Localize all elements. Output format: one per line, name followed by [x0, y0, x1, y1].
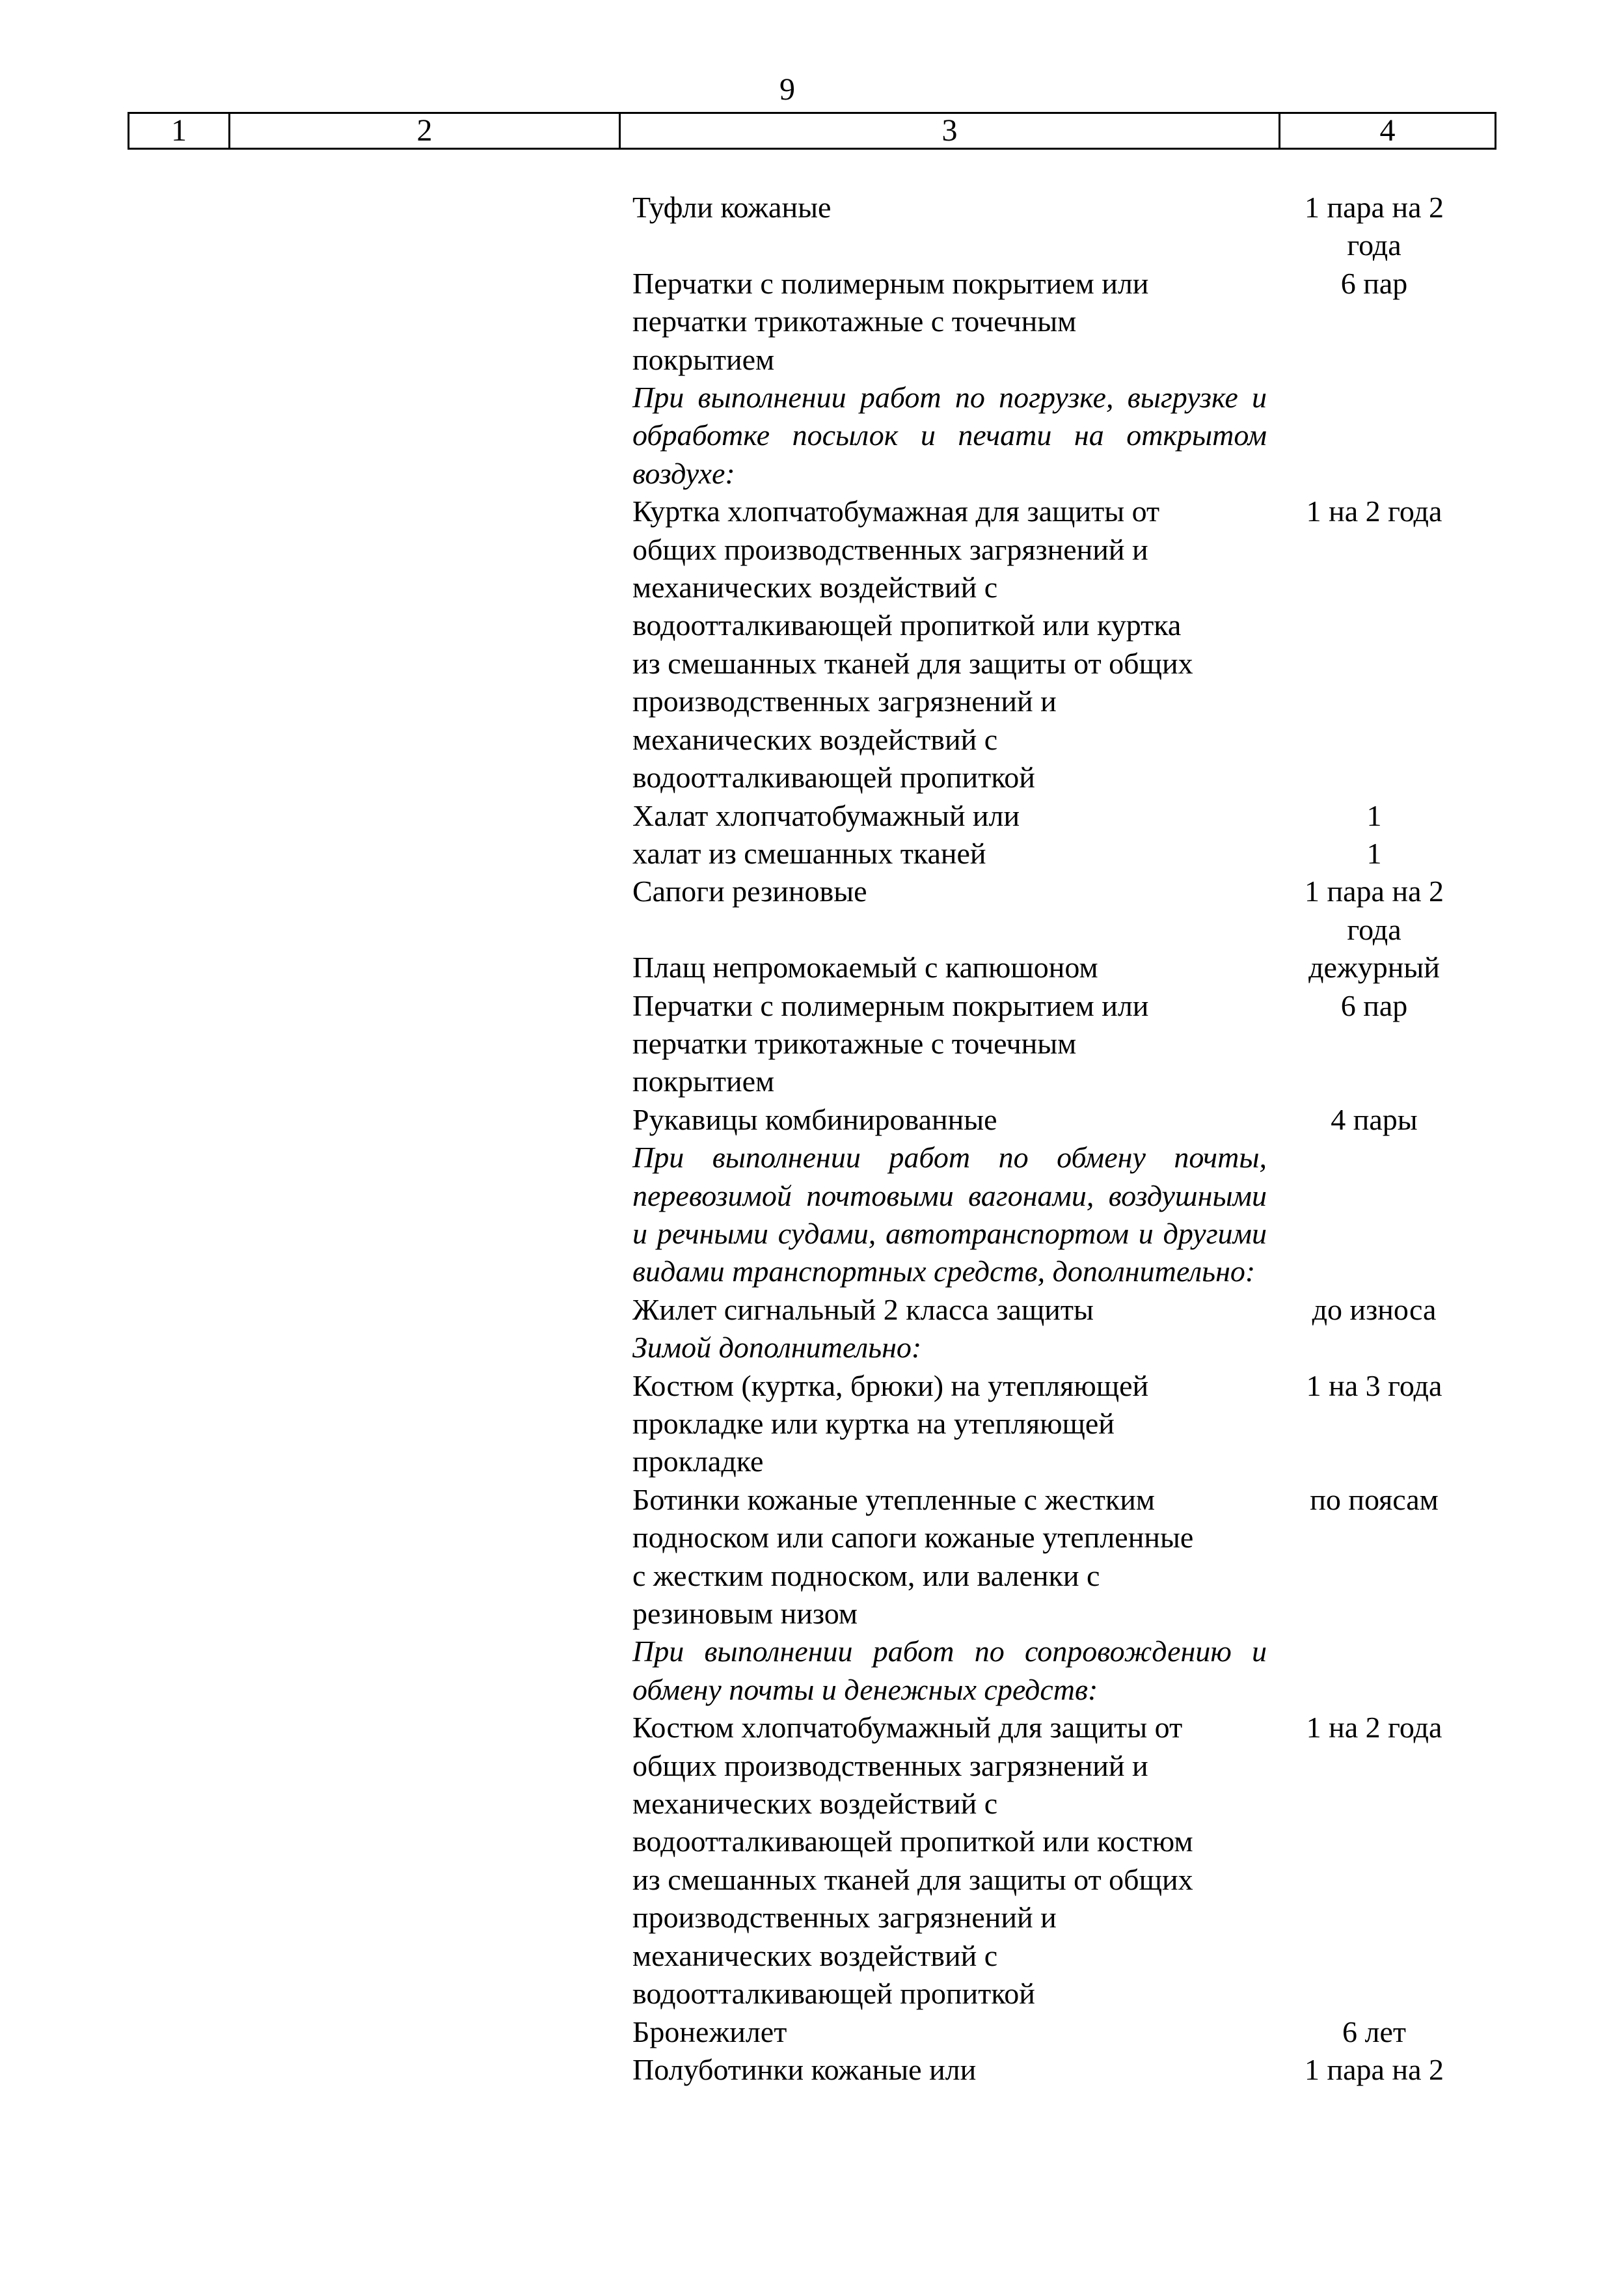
- protective-item-row: [632, 835, 1478, 873]
- issuance-norm: 1: [1366, 836, 1382, 870]
- issuance-norms-list: [632, 189, 1478, 2089]
- section-heading: При выполнении работ по обмену почты, перевозимой почтовыми вагонами, воздушными и речными судами, автотранспортом и другими видами транспортных средств, дополнительно:: [632, 1141, 1267, 1288]
- issuance-norm: 1 пара на 2: [1305, 2052, 1444, 2086]
- column-4-header: 4: [1279, 114, 1495, 148]
- protective-item-row: [632, 2051, 1478, 2089]
- protective-item-row: [632, 797, 1478, 835]
- protective-item-name: Бронежилет: [632, 2015, 787, 2048]
- section-heading-row: [632, 1329, 1478, 1366]
- protective-item-name: халат из смешанных тканей: [632, 836, 986, 870]
- protective-item-name: Рукавицы комбинированные: [632, 1102, 997, 1136]
- protective-item-row: [632, 873, 1478, 949]
- column-number-header: [128, 112, 1496, 150]
- protective-item-row: [632, 1367, 1478, 1481]
- issuance-norm: 6 пар: [1340, 266, 1408, 300]
- issuance-norm: 1 на 2 года: [1306, 495, 1442, 528]
- protective-item-name: Жилет сигнальный 2 класса защиты: [632, 1292, 1094, 1326]
- column-2-header: 2: [228, 114, 619, 148]
- page-number: 9: [779, 72, 795, 107]
- protective-item-name: Перчатки с полимерным покрытием или перчатки трикотажные с точечным покрытием: [632, 266, 1149, 376]
- section-heading: При выполнении работ по погрузке, выгрузке и обработке посылок и печати на открытом воздухе:: [632, 381, 1267, 490]
- protective-item-row: [632, 987, 1478, 1101]
- issuance-norm: 1 пара на 2 года: [1305, 191, 1444, 262]
- section-heading-row: [632, 1633, 1478, 1709]
- protective-item-row: [632, 1481, 1478, 1633]
- section-heading-row: [632, 379, 1478, 493]
- protective-item-name: Халат хлопчатобумажный или: [632, 798, 1020, 832]
- protective-item-name: Полуботинки кожаные или: [632, 2052, 977, 2086]
- issuance-norm: до износа: [1312, 1292, 1437, 1326]
- issuance-norm: 1 на 3 года: [1306, 1368, 1442, 1402]
- protective-item-name: Туфли кожаные: [632, 191, 832, 224]
- protective-item-row: [632, 1709, 1478, 2013]
- protective-item-name: Ботинки кожаные утепленные с жестким подноском или сапоги кожаные утепленные с жестким подноском, или валенки с резиновым низом: [632, 1482, 1194, 1631]
- issuance-norm: 1 пара на 2 года: [1305, 875, 1444, 946]
- issuance-norm: 6 пар: [1340, 988, 1408, 1022]
- section-heading-row: [632, 1139, 1478, 1291]
- issuance-norm: 1 на 2 года: [1306, 1711, 1442, 1745]
- protective-item-name: Сапоги резиновые: [632, 875, 867, 908]
- issuance-norm: 1: [1366, 798, 1382, 832]
- column-3-header: 3: [619, 114, 1279, 148]
- protective-item-row: [632, 949, 1478, 986]
- protective-item-name: Плащ непромокаемый с капюшоном: [632, 951, 1098, 985]
- protective-item-row: [632, 2013, 1478, 2051]
- issuance-norm: дежурный: [1308, 951, 1440, 985]
- protective-item-row: [632, 189, 1478, 265]
- issuance-norm: 6 лет: [1342, 2015, 1406, 2048]
- protective-item-name: Костюм хлопчатобумажный для защиты от общих производственных загрязнений и механических воздействий с водоотталкивающей пропиткой или костюм из смешанных тканей для защиты от общих производственных загрязнений и механических воздействий с водоотталкивающей пропиткой: [632, 1711, 1193, 2011]
- protective-item-name: Перчатки с полимерным покрытием или перчатки трикотажные с точечным покрытием: [632, 988, 1149, 1098]
- protective-item-name: Куртка хлопчатобумажная для защиты от общих производственных загрязнений и механических воздействий с водоотталкивающей пропиткой или куртка из смешанных тканей для защиты от общих производственных загрязнений и механических воздействий с водоотталкивающей пропиткой: [632, 495, 1193, 795]
- issuance-norm: 4 пары: [1331, 1102, 1418, 1136]
- protective-item-row: [632, 1291, 1478, 1329]
- column-1-header: 1: [171, 113, 187, 148]
- section-heading: При выполнении работ по сопровождению и обмену почты и денежных средств:: [632, 1635, 1267, 1706]
- section-heading: Зимой дополнительно:: [632, 1331, 922, 1365]
- protective-item-row: [632, 1101, 1478, 1139]
- protective-item-name: Костюм (куртка, брюки) на утепляющей прокладке или куртка на утепляющей прокладке: [632, 1368, 1149, 1478]
- issuance-norm: по поясам: [1310, 1482, 1439, 1516]
- protective-item-row: [632, 493, 1478, 796]
- protective-item-row: [632, 265, 1478, 379]
